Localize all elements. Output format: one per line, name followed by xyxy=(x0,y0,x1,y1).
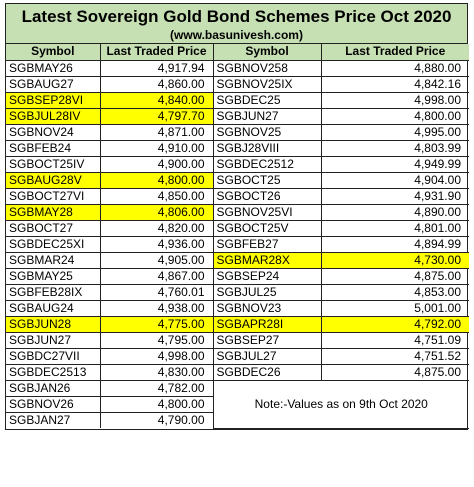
table-row xyxy=(6,380,469,396)
price-cell: 4,880.00 xyxy=(321,60,469,76)
table-row xyxy=(6,284,469,300)
symbol-cell: SGBJ28VIII xyxy=(213,140,321,156)
price-cell: 4,917.94 xyxy=(100,60,213,76)
price-table xyxy=(6,44,469,429)
symbol-cell: SGBOCT27VI xyxy=(6,188,100,204)
price-cell: 4,803.99 xyxy=(321,140,469,156)
header-price-left: Last Traded Price xyxy=(100,44,213,60)
price-cell: 4,910.00 xyxy=(100,140,213,156)
header-symbol-left: Symbol xyxy=(6,44,100,60)
symbol-cell: SGBJUL27 xyxy=(213,348,321,364)
symbol-cell: SGBJUN27 xyxy=(6,332,100,348)
price-cell: 4,860.00 xyxy=(100,76,213,92)
price-cell: 4,938.00 xyxy=(100,300,213,316)
header-symbol-right: Symbol xyxy=(213,44,321,60)
price-cell: 4,790.00 xyxy=(100,412,213,428)
price-cell: 4,730.00 xyxy=(321,252,469,268)
symbol-cell: SGBJAN26 xyxy=(6,380,100,396)
symbol-cell: SGBFEB28IX xyxy=(6,284,100,300)
table-row xyxy=(6,60,469,76)
price-cell: 4,931.90 xyxy=(321,188,469,204)
symbol-cell: SGBOCT25V xyxy=(213,220,321,236)
symbol-cell: SGBOCT27 xyxy=(6,220,100,236)
price-cell: 4,830.00 xyxy=(100,364,213,380)
table-row xyxy=(6,252,469,268)
price-cell: 4,842.16 xyxy=(321,76,469,92)
symbol-cell: SGBNOV258 xyxy=(213,60,321,76)
symbol-cell: SGBNOV23 xyxy=(213,300,321,316)
table-row xyxy=(6,172,469,188)
table-row xyxy=(6,348,469,364)
header-row xyxy=(6,44,469,60)
price-cell: 4,792.00 xyxy=(321,316,469,332)
price-cell: 4,853.00 xyxy=(321,284,469,300)
price-cell: 4,782.00 xyxy=(100,380,213,396)
symbol-cell: SGBSEP24 xyxy=(213,268,321,284)
table-row xyxy=(6,300,469,316)
symbol-cell: SGBDEC25 xyxy=(213,92,321,108)
table-row xyxy=(6,92,469,108)
table-body xyxy=(6,60,469,428)
price-cell: 4,890.00 xyxy=(321,204,469,220)
table-row xyxy=(6,364,469,380)
price-cell: 5,001.00 xyxy=(321,300,469,316)
symbol-cell: SGBJUL25 xyxy=(213,284,321,300)
symbol-cell: SGBAUG28V xyxy=(6,172,100,188)
symbol-cell: SGBJAN27 xyxy=(6,412,100,428)
price-cell: 4,751.52 xyxy=(321,348,469,364)
note-cell: Note:-Values as on 9th Oct 2020 xyxy=(213,380,469,428)
symbol-cell: SGBJUN27 xyxy=(213,108,321,124)
symbol-cell: SGBAUG27 xyxy=(6,76,100,92)
price-cell: 4,894.99 xyxy=(321,236,469,252)
table-row xyxy=(6,156,469,172)
table-row xyxy=(6,188,469,204)
table-row xyxy=(6,124,469,140)
symbol-cell: SGBNOV25VI xyxy=(213,204,321,220)
table-row xyxy=(6,268,469,284)
symbol-cell: SGBSEP28VI xyxy=(6,92,100,108)
symbol-cell: SGBNOV25 xyxy=(213,124,321,140)
symbol-cell: SGBAUG24 xyxy=(6,300,100,316)
price-cell: 4,797.70 xyxy=(100,108,213,124)
table-row xyxy=(6,76,469,92)
symbol-cell: SGBFEB27 xyxy=(213,236,321,252)
symbol-cell: SGBDEC26 xyxy=(213,364,321,380)
symbol-cell: SGBAPR28I xyxy=(213,316,321,332)
price-cell: 4,800.00 xyxy=(100,396,213,412)
symbol-cell: SGBDEC2513 xyxy=(6,364,100,380)
price-cell: 4,949.99 xyxy=(321,156,469,172)
price-cell: 4,875.00 xyxy=(321,364,469,380)
price-cell: 4,995.00 xyxy=(321,124,469,140)
price-cell: 4,795.00 xyxy=(100,332,213,348)
table-row xyxy=(6,332,469,348)
table-row xyxy=(6,204,469,220)
price-cell: 4,806.00 xyxy=(100,204,213,220)
price-cell: 4,998.00 xyxy=(100,348,213,364)
price-cell: 4,800.00 xyxy=(100,172,213,188)
table-row xyxy=(6,316,469,332)
price-cell: 4,760.01 xyxy=(100,284,213,300)
price-cell: 4,904.00 xyxy=(321,172,469,188)
symbol-cell: SGBJUN28 xyxy=(6,316,100,332)
symbol-cell: SGBDEC2512 xyxy=(213,156,321,172)
price-cell: 4,867.00 xyxy=(100,268,213,284)
symbol-cell: SGBFEB24 xyxy=(6,140,100,156)
table-row xyxy=(6,236,469,252)
price-cell: 4,875.00 xyxy=(321,268,469,284)
price-cell: 4,775.00 xyxy=(100,316,213,332)
symbol-cell: SGBDC27VII xyxy=(6,348,100,364)
symbol-cell: SGBNOV26 xyxy=(6,396,100,412)
sheet-subtitle: (www.basunivesh.com) xyxy=(170,28,303,42)
symbol-cell: SGBDEC25XI xyxy=(6,236,100,252)
price-cell: 4,801.00 xyxy=(321,220,469,236)
price-cell: 4,751.09 xyxy=(321,332,469,348)
symbol-cell: SGBMAY25 xyxy=(6,268,100,284)
table-row xyxy=(6,220,469,236)
symbol-cell: SGBOCT25IV xyxy=(6,156,100,172)
symbol-cell: SGBMAR28X xyxy=(213,252,321,268)
table-row xyxy=(6,108,469,124)
symbol-cell: SGBOCT26 xyxy=(213,188,321,204)
symbol-cell: SGBSEP27 xyxy=(213,332,321,348)
symbol-cell: SGBNOV24 xyxy=(6,124,100,140)
symbol-cell: SGBMAY28 xyxy=(6,204,100,220)
price-cell: 4,998.00 xyxy=(321,92,469,108)
title-block xyxy=(6,4,467,44)
sheet-title: Latest Sovereign Gold Bond Schemes Price Oct 2020 xyxy=(21,7,452,26)
price-cell: 4,800.00 xyxy=(321,108,469,124)
price-cell: 4,840.00 xyxy=(100,92,213,108)
price-cell: 4,850.00 xyxy=(100,188,213,204)
symbol-cell: SGBJUL28IV xyxy=(6,108,100,124)
symbol-cell: SGBMAY26 xyxy=(6,60,100,76)
price-cell: 4,936.00 xyxy=(100,236,213,252)
price-cell: 4,820.00 xyxy=(100,220,213,236)
price-cell: 4,871.00 xyxy=(100,124,213,140)
symbol-cell: SGBNOV25IX xyxy=(213,76,321,92)
header-price-right: Last Traded Price xyxy=(321,44,469,60)
price-sheet xyxy=(5,3,468,430)
table-row xyxy=(6,140,469,156)
symbol-cell: SGBOCT25 xyxy=(213,172,321,188)
price-cell: 4,900.00 xyxy=(100,156,213,172)
symbol-cell: SGBMAR24 xyxy=(6,252,100,268)
price-cell: 4,905.00 xyxy=(100,252,213,268)
